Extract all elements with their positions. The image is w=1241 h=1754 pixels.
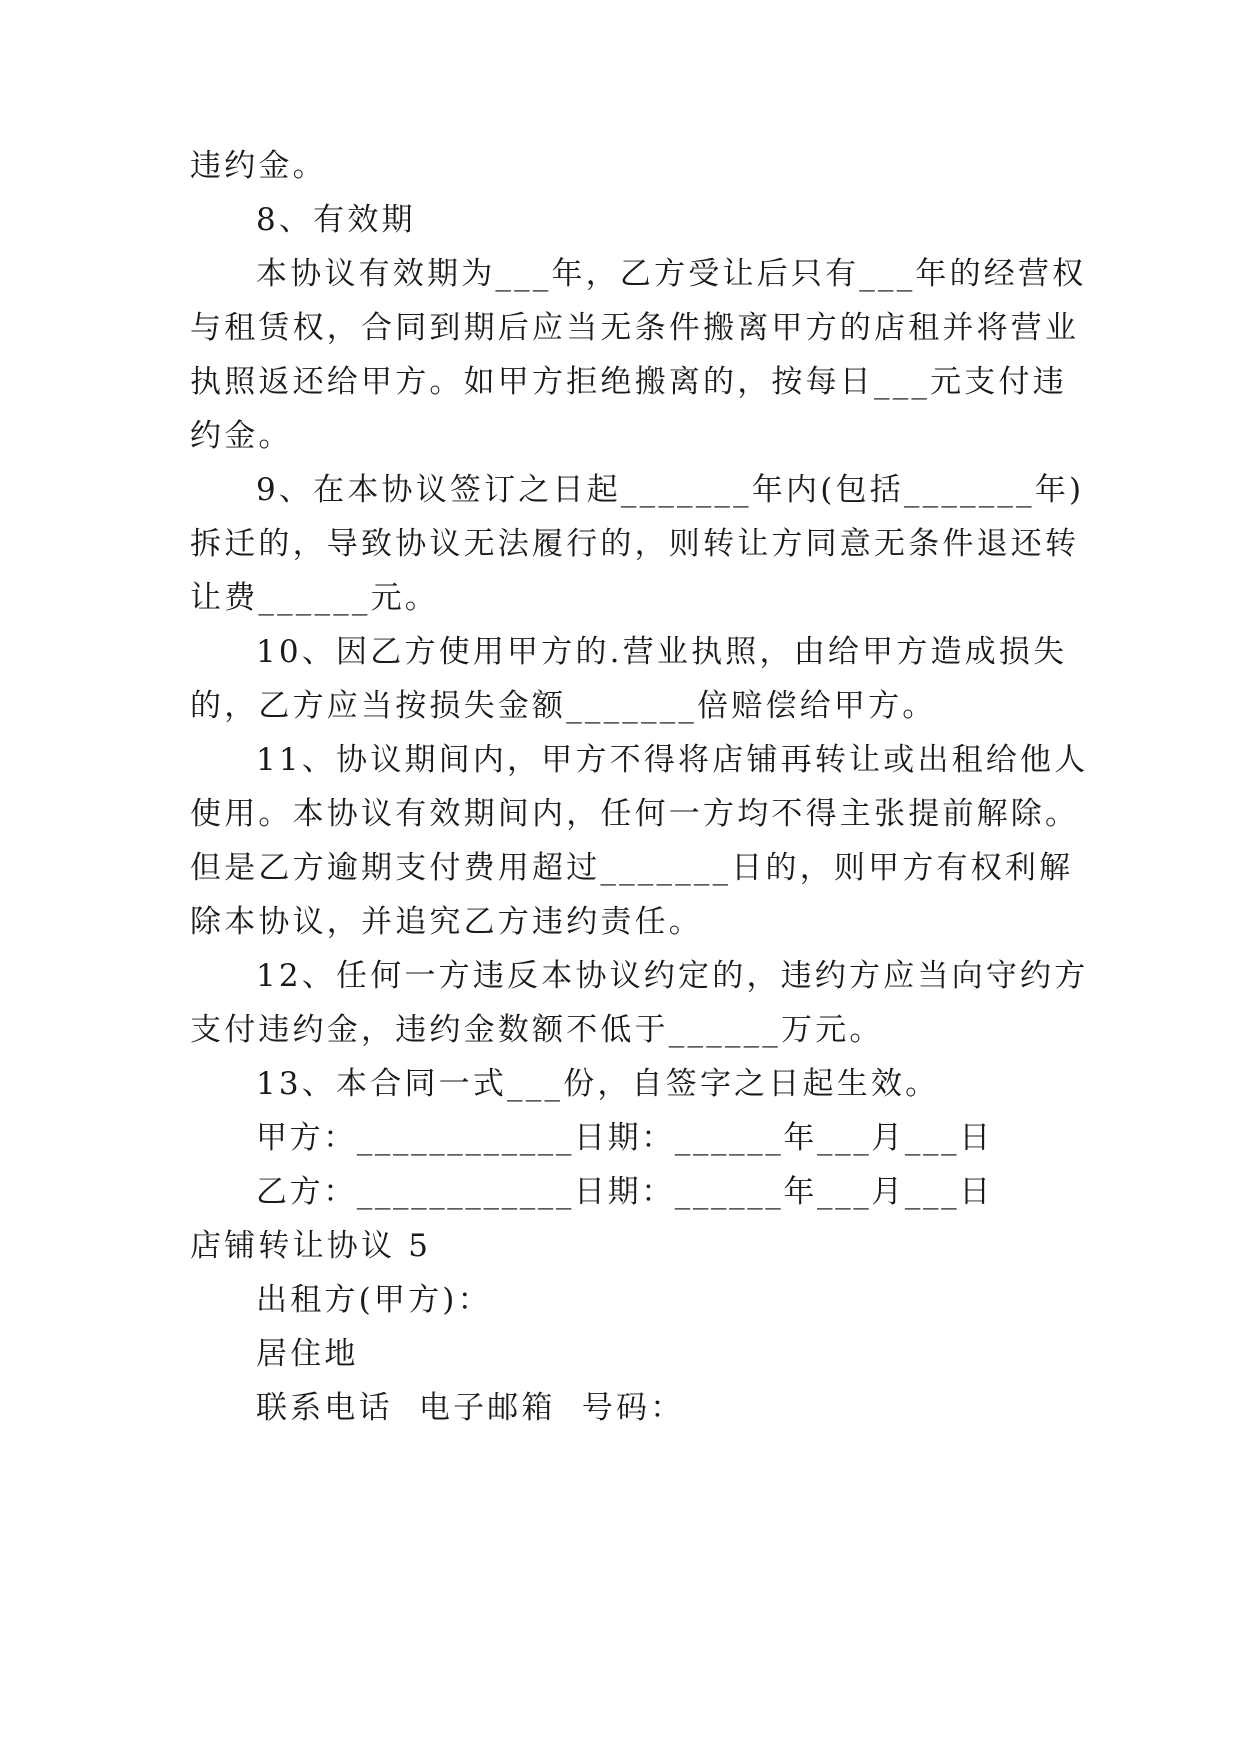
paragraph-line: 9、在本协议签订之日起_______年内(包括_______年) [256,472,1085,508]
signature-line-party-b: 乙方：____________日期：______年___月___日 [256,1174,993,1210]
paragraph-line: 违约金。 [190,148,327,184]
paragraph-line: 11、协议期间内，甲方不得将店铺再转让或出租给他人 [256,742,1089,778]
paragraph-line: 约金。 [190,418,293,454]
paragraph-line: 但是乙方逾期支付费用超过_______日的，则甲方有权利解 [190,850,1074,886]
paragraph-line: 让费______元。 [190,580,439,616]
paragraph-line: 13、本合同一式___份，自签字之日起生效。 [256,1066,940,1102]
paragraph-line: 除本协议，并追究乙方违约责任。 [190,904,703,940]
section-heading: 8、有效期 [256,202,416,238]
paragraph-line: 本协议有效期为___年，乙方受让后只有___年的经营权 [256,256,1087,292]
signature-line-party-a: 甲方：____________日期：______年___月___日 [256,1120,993,1156]
paragraph-line: 执照返还给甲方。如甲方拒绝搬离的，按每日___元支付违 [190,364,1067,400]
paragraph-line: 出租方(甲方)： [256,1282,492,1318]
paragraph-line: 的，乙方应当按损失金额_______倍赔偿给甲方。 [190,688,937,724]
paragraph-line: 支付违约金，违约金数额不低于______万元。 [190,1012,884,1048]
paragraph-line: 拆迁的，导致协议无法履行的，则转让方同意无条件退还转 [190,526,1080,562]
paragraph-line: 使用。本协议有效期间内，任何一方均不得主张提前解除。 [190,796,1080,832]
paragraph-line: 与租赁权，合同到期后应当无条件搬离甲方的店租并将营业 [190,310,1080,346]
document-title: 店铺转让协议 5 [190,1228,432,1264]
paragraph-line: 居住地 [256,1336,359,1372]
paragraph-line: 联系电话 电子邮箱 号码： [256,1390,685,1426]
paragraph-line: 10、因乙方使用甲方的.营业执照，由给甲方造成损失 [256,634,1068,670]
paragraph-line: 12、任何一方违反本协议约定的，违约方应当向守约方 [256,958,1089,994]
